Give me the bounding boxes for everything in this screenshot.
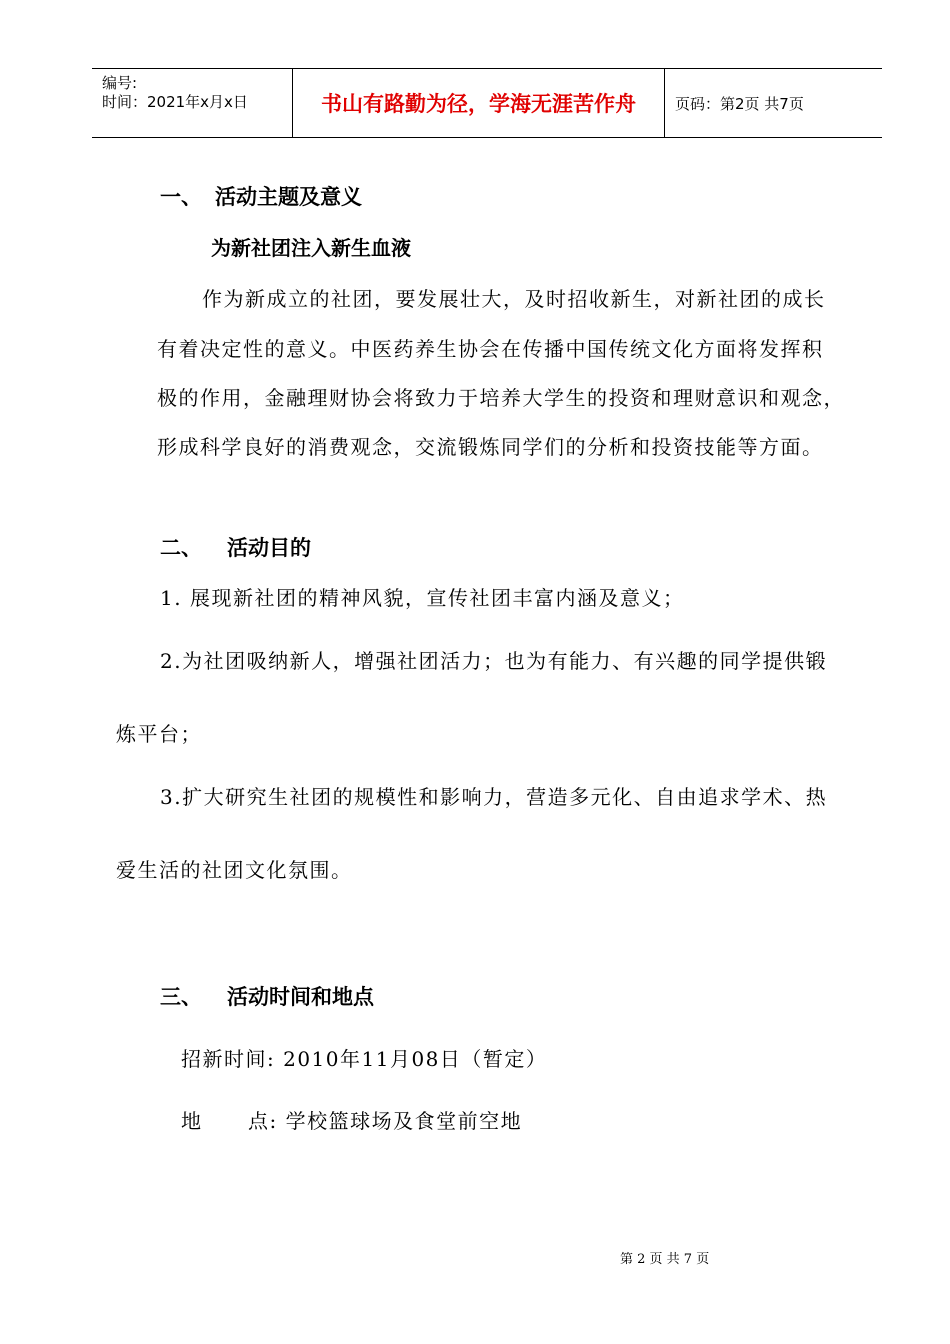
section3-time-line: 招新时间: 2010年11月08日（暂定） — [181, 1047, 548, 1071]
section3-number: 三、 — [160, 985, 202, 1009]
section1-number: 一、 — [160, 185, 202, 209]
section2-item-3-line-1: 3.扩大研究生社团的规模性和影响力，营造多元化、自由追求学术、热 — [160, 785, 828, 809]
section2-number: 二、 — [160, 536, 202, 560]
time-line: 时间：2021年x月x日 — [102, 93, 248, 111]
serial-label: 编号: — [102, 74, 138, 92]
section3-place-line: 点: 学校篮球场及食堂前空地 — [248, 1109, 523, 1133]
section1-title: 活动主题及意义 — [215, 185, 362, 209]
section2-item-3-line-2: 爱生活的社团文化氛围。 — [116, 858, 353, 882]
section1-line-1: 作为新成立的社团，要发展壮大，及时招收新生，对新社团的成长 — [202, 287, 826, 311]
section3-place-label: 地 — [181, 1109, 203, 1133]
footer-page-number: 第 2 页 共 7 页 — [620, 1252, 710, 1267]
header-page-info: 页码：第2页 共7页 — [675, 94, 804, 113]
section2-title: 活动目的 — [227, 536, 311, 560]
section2-item-1: 1. 展现新社团的精神风貌，宣传社团丰富内涵及意义； — [160, 586, 685, 610]
header-left-cell — [92, 69, 293, 137]
page-header — [92, 68, 882, 138]
section2-item-2-line-1: 2.为社团吸纳新人，增强社团活力；也为有能力、有兴趣的同学提供锻 — [160, 649, 828, 673]
section1-subtitle: 为新社团注入新生血液 — [211, 236, 411, 260]
section3-title: 活动时间和地点 — [227, 985, 374, 1009]
header-motto: 书山有路勤为径，学海无涯苦作舟 — [293, 69, 665, 137]
section1-line-3: 极的作用，金融理财协会将致力于培养大学生的投资和理财意识和观念， — [157, 386, 845, 410]
section2-item-2-line-2: 炼平台； — [116, 722, 202, 746]
section1-line-4: 形成科学良好的消费观念，交流锻炼同学们的分析和投资技能等方面。 — [157, 435, 824, 459]
section1-line-2: 有着决定性的意义。中医药养生协会在传播中国传统文化方面将发挥积 — [157, 337, 824, 361]
